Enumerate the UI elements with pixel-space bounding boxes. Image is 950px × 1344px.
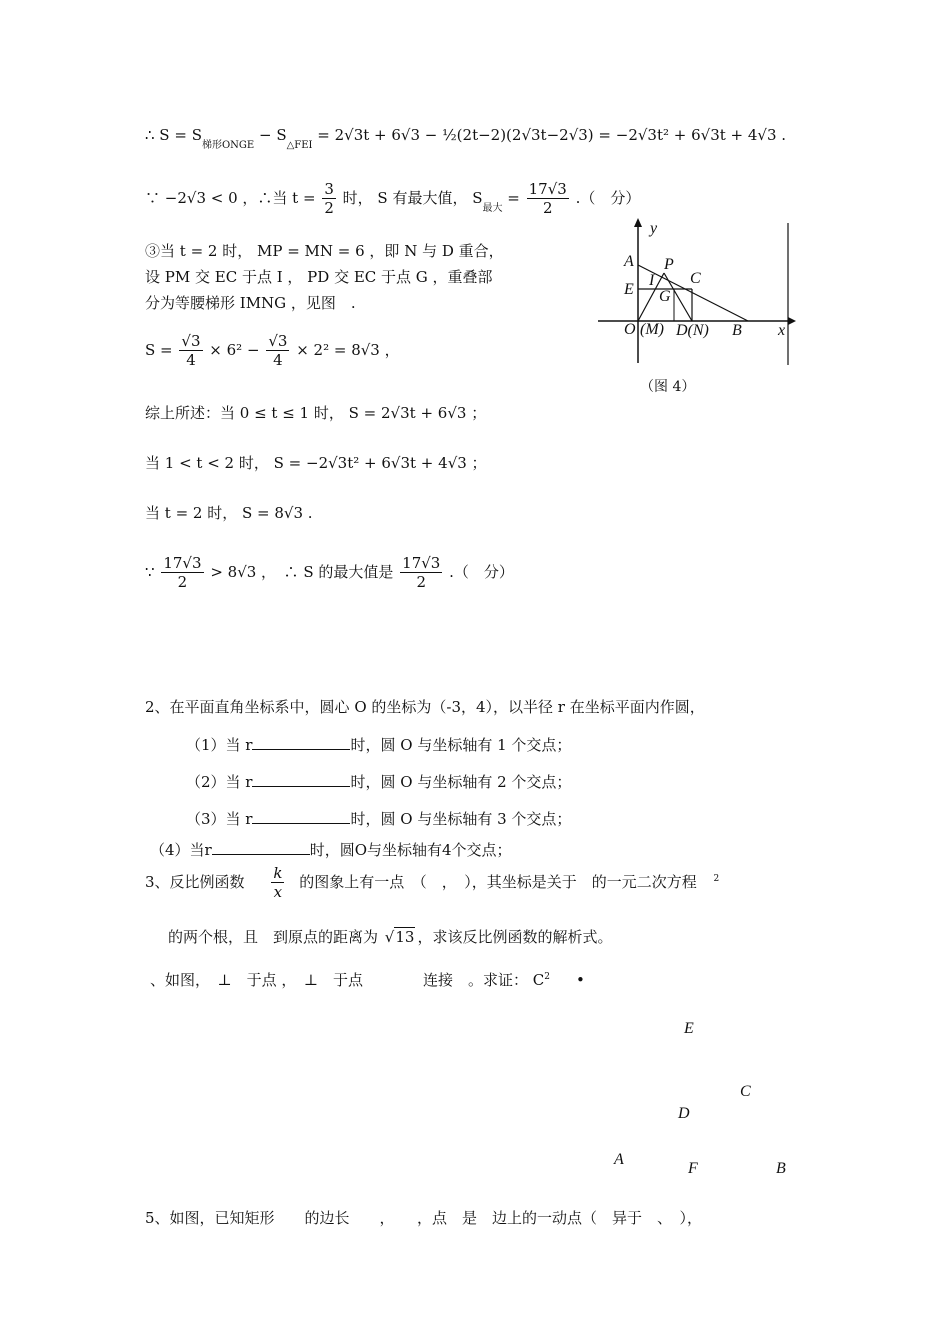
formula-text: 时， S 有最大值， S — [342, 189, 483, 207]
denominator: 4 — [186, 351, 196, 369]
formula-text: .（ 分） — [575, 189, 641, 207]
question-4-text — [150, 973, 585, 988]
fraction — [266, 334, 289, 368]
item-suffix: 时，圆 O 与坐标轴有 3 个交点； — [350, 810, 572, 828]
answer-blank[interactable] — [252, 786, 350, 787]
fraction — [322, 182, 336, 216]
fig4-label-A: A — [624, 253, 634, 270]
question-2-item-2 — [186, 775, 571, 790]
question-2-item-1 — [186, 738, 571, 753]
q4-label-D: D — [678, 1105, 690, 1122]
subscript: △FEI — [286, 140, 313, 151]
case-three-line-3: 分为等腰梯形 IMNG ，见图 . — [145, 294, 356, 312]
question-3-line-1 — [145, 866, 719, 900]
question-5-text: 5、如图，已知矩形 的边长 ， ，点 是 边上的一动点（ 异于 、 ）， — [145, 1209, 703, 1227]
fraction — [400, 556, 442, 590]
fig4-label-E: E — [624, 281, 634, 298]
fig4-label-M: (M) — [640, 321, 664, 338]
fig4-label-O: O — [624, 321, 636, 338]
fig4-label-P: P — [664, 256, 674, 273]
fraction — [161, 556, 203, 590]
numerator: 17√3 — [163, 554, 202, 572]
answer-blank[interactable] — [252, 823, 350, 824]
numerator: 3 — [324, 180, 334, 198]
q4-label-C: C — [740, 1083, 751, 1100]
question-3-line-2 — [168, 930, 612, 945]
formula-text: .（ 分） — [449, 563, 514, 581]
fraction — [527, 182, 569, 216]
y-axis-arrow — [634, 218, 642, 227]
q4-text: 、如图， ⊥ 于点 ， ⊥ 于点 连接 。求证： C — [150, 971, 545, 989]
item-prefix: （3）当 r — [186, 810, 253, 828]
numerator: √3 — [268, 332, 288, 350]
formula-text: = — [502, 189, 520, 207]
fig4-label-B: B — [732, 322, 742, 339]
fraction — [179, 334, 202, 368]
item-suffix: 时，圆 O 与坐标轴有 2 个交点； — [350, 773, 572, 791]
answer-blank[interactable] — [212, 854, 310, 855]
q4-label-A: A — [614, 1151, 624, 1168]
formula-max-condition — [145, 182, 640, 216]
answer-blank[interactable] — [252, 749, 350, 750]
item-suffix: 时，圆 O 与坐标轴有 1 个交点； — [350, 736, 572, 754]
q3-text: ，求该反比例函数的解析式。 — [417, 928, 613, 946]
x-axis-arrow — [788, 317, 796, 325]
figure-4-diagram — [590, 215, 800, 375]
fraction-k-over-x — [271, 866, 284, 900]
formula-text: × 6² − — [209, 341, 260, 359]
summary-line-3: 当 t = 2 时， S = 8√3 . — [145, 504, 313, 522]
formula-text: ∵ −2√3 < 0 ，∴当 t = — [145, 189, 316, 207]
case-three-line-2: 设 PM 交 EC 于点 I ， PD 交 EC 于点 G ，重叠部 — [145, 268, 493, 286]
summary-line-2: 当 1 < t < 2 时， S = −2√3t² + 6√3t + 4√3 ； — [145, 454, 487, 472]
formula-text: > 8√3 ， ∴ S 的最大值是 — [210, 563, 394, 581]
formula-text: ∵ — [145, 563, 155, 581]
question-2-item-4 — [150, 843, 512, 858]
fig4-label-x: x — [778, 322, 786, 339]
q4-label-B: B — [776, 1160, 786, 1177]
question-2-item-3 — [186, 812, 571, 827]
formula-max-value — [145, 556, 514, 590]
figure-4-caption: （图 4） — [640, 379, 696, 395]
radicand: 13 — [395, 928, 415, 946]
question-2-stem: 2、在平面直角坐标系中，圆心 O 的坐标为（-3，4），以半径 r 在坐标平面内作圆， — [145, 698, 705, 716]
case-three-line-1: ③当 t = 2 时， MP = MN = 6 ，即 N 与 D 重合， — [145, 242, 504, 260]
denominator: 4 — [273, 351, 283, 369]
formula-text: S = — [145, 341, 173, 359]
fig4-label-I: I — [649, 272, 655, 289]
q4-label-F: F — [688, 1160, 698, 1177]
numerator: 17√3 — [528, 180, 567, 198]
numerator: √3 — [181, 332, 201, 350]
item-prefix: （2）当 r — [186, 773, 253, 791]
q3-text: 3、反比例函数 — [145, 873, 245, 891]
formula-text: − S — [254, 126, 287, 144]
fig4-label-C: C — [690, 270, 701, 287]
formula-text: = 2√3t + 6√3 − ½(2t−2)(2√3t−2√3) = −2√3t² + 6√3t + 4√3 . — [312, 126, 787, 144]
item-prefix: （4）当r — [150, 841, 212, 859]
superscript: 2 — [544, 972, 550, 982]
subscript: 最大 — [482, 203, 503, 214]
denominator: 2 — [542, 199, 553, 217]
formula-text: ∴ S = S — [145, 126, 202, 144]
denominator: x — [273, 883, 283, 901]
item-prefix: （1）当 r — [186, 736, 253, 754]
denominator: 2 — [416, 573, 427, 591]
formula-area-expression — [145, 126, 787, 151]
sqrt-13: √13 — [384, 928, 415, 946]
formula-area-case-three — [145, 334, 400, 368]
fig4-label-G: G — [659, 288, 671, 305]
q3-text: 的两个根，且 到原点的距离为 — [168, 928, 379, 946]
denominator: 2 — [177, 573, 188, 591]
subscript: 梯形ONGE — [201, 140, 255, 151]
fig4-label-DN: D(N) — [676, 322, 709, 339]
q3-text: 的图象上有一点 （ ， ），其坐标是关于 的一元二次方程 — [299, 873, 697, 891]
bullet-dot: • — [575, 971, 585, 989]
fig4-label-y: y — [650, 220, 658, 237]
q4-label-E: E — [684, 1020, 694, 1037]
item-suffix: 时，圆O与坐标轴有4个交点； — [309, 841, 512, 859]
formula-text: × 2² = 8√3 ， — [296, 341, 400, 359]
numerator: 17√3 — [402, 554, 441, 572]
superscript: 2 — [713, 874, 720, 884]
denominator: 2 — [324, 199, 334, 217]
numerator: k — [273, 864, 283, 882]
summary-line-1: 综上所述：当 0 ≤ t ≤ 1 时， S = 2√3t + 6√3 ； — [145, 404, 487, 422]
